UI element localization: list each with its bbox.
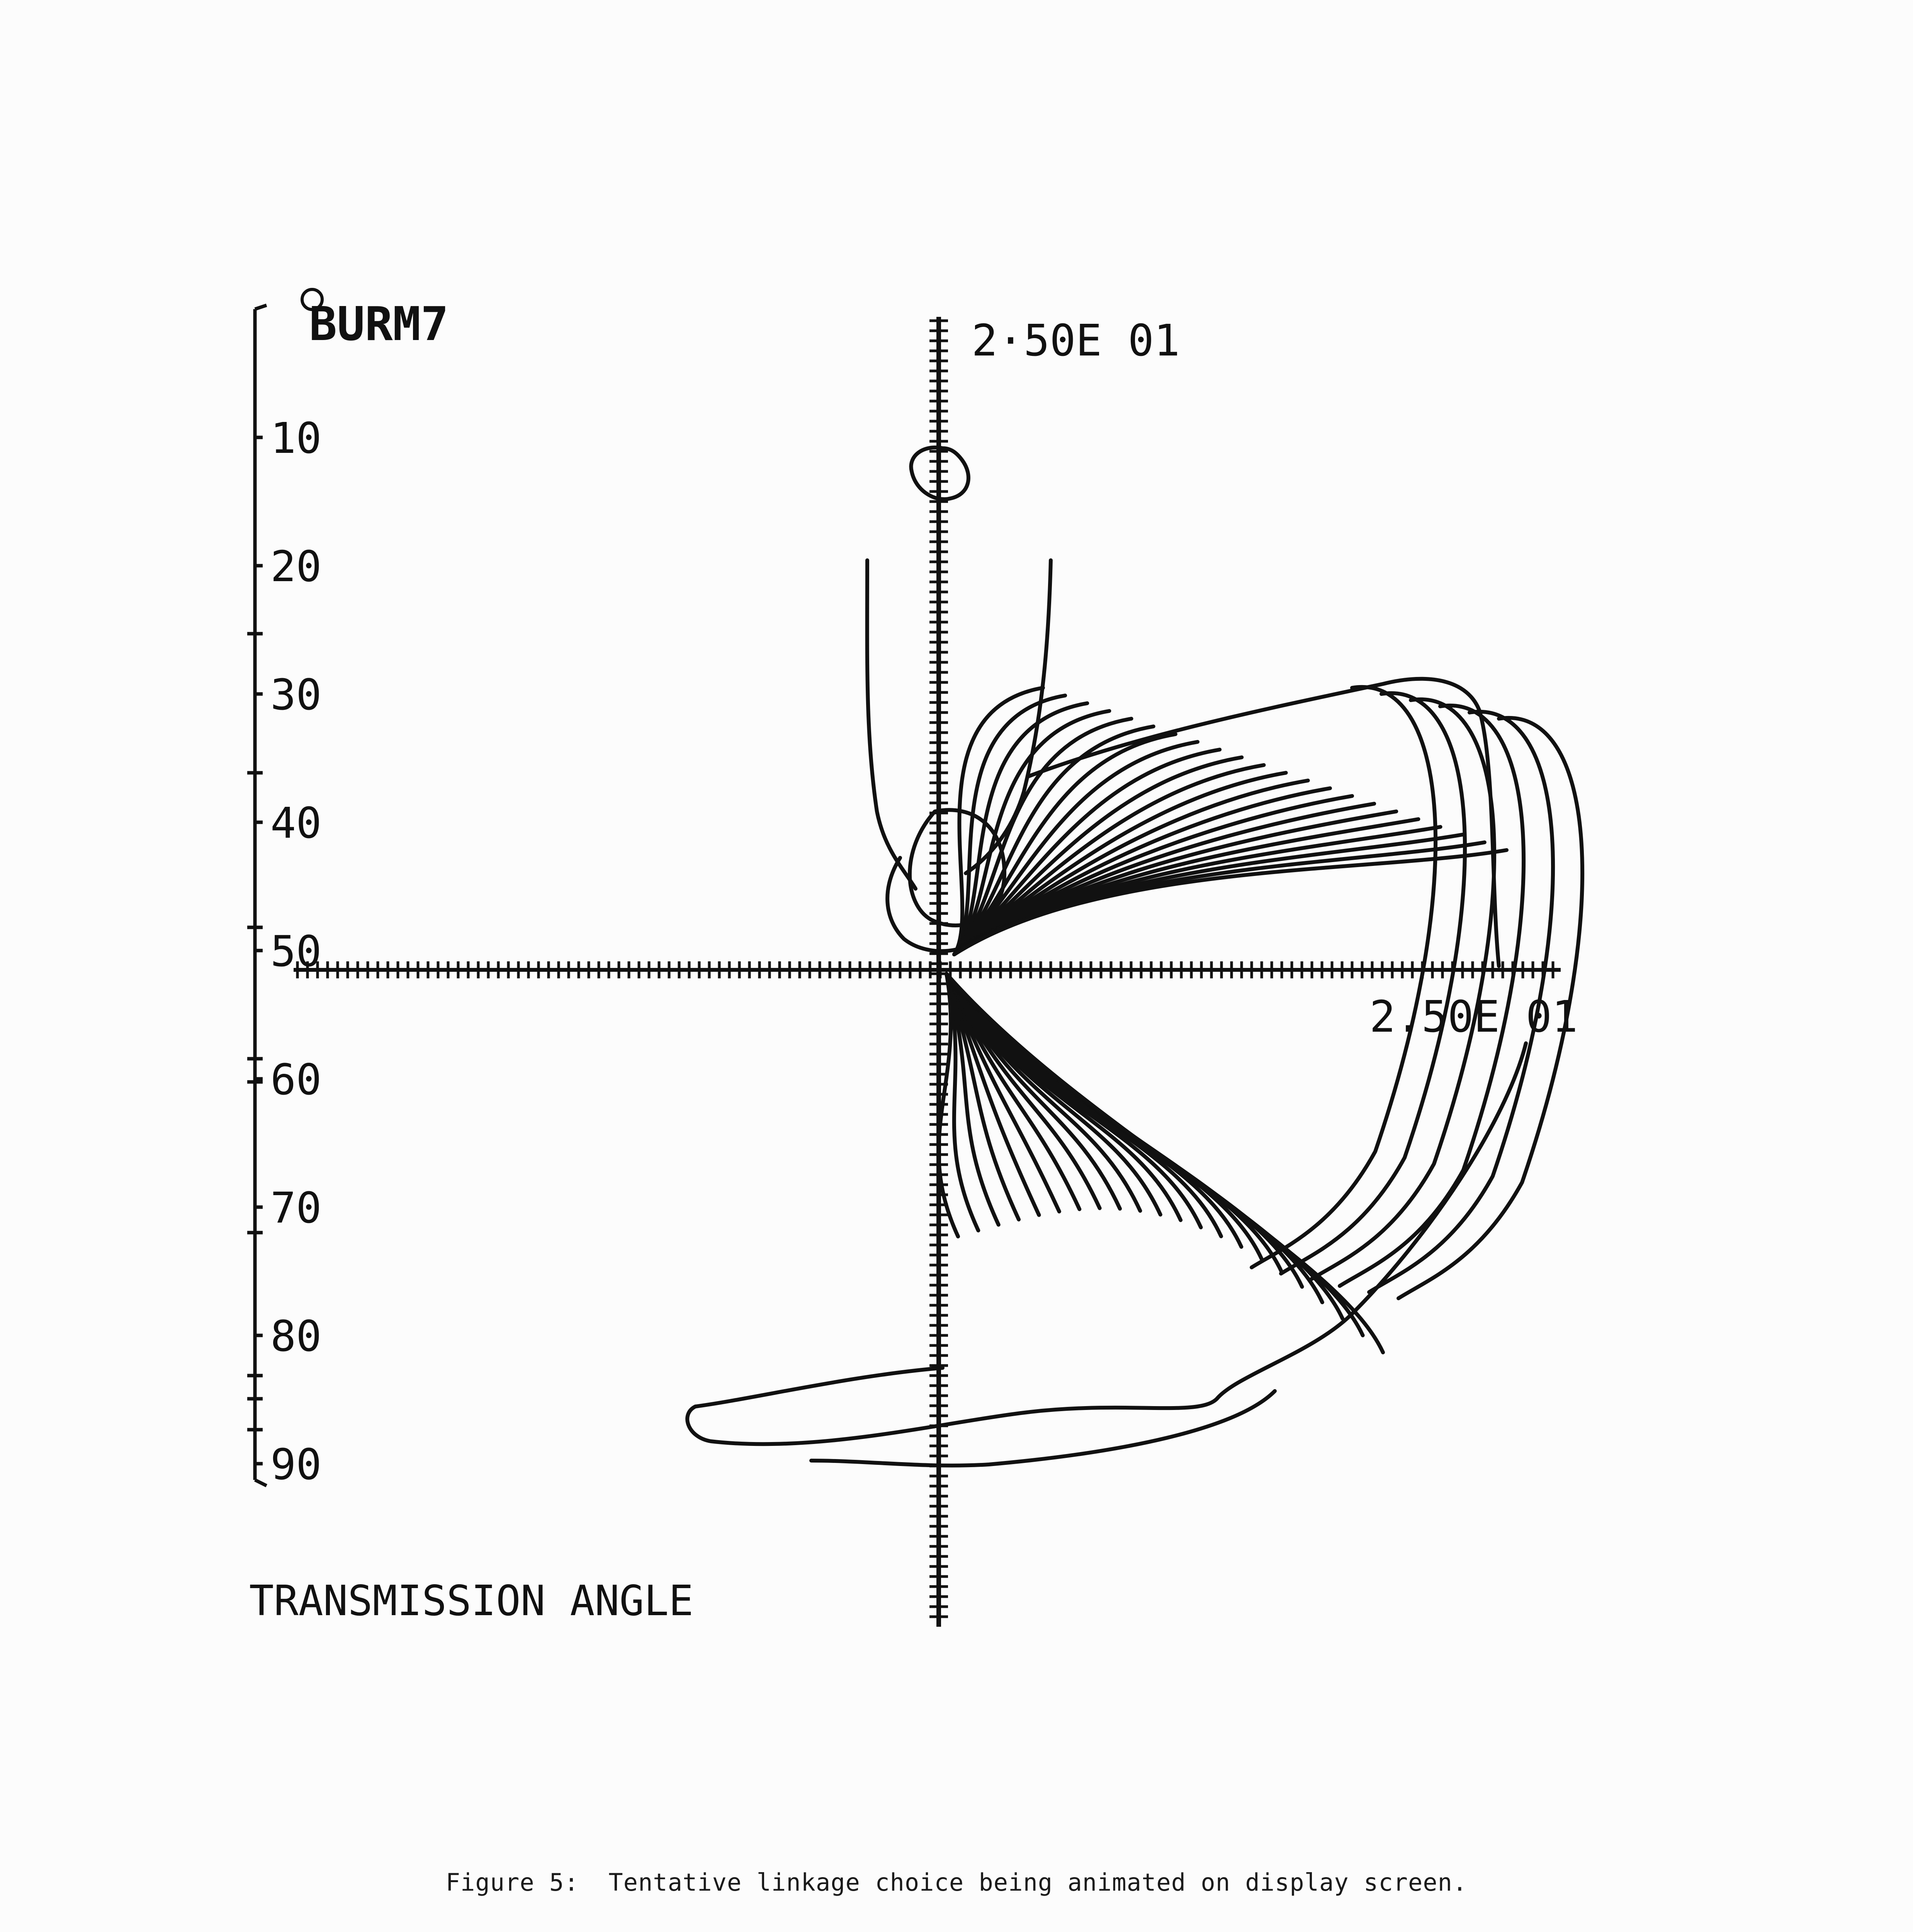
figure-caption: Figure 5: Tentative linkage choice being animated on display screen.: [445, 1868, 1468, 1896]
y-axis-title: TRANSMISSION ANGLE: [249, 1577, 693, 1625]
bottom-lower-loop: [811, 1391, 1275, 1466]
y-tick-label: 60: [270, 1055, 322, 1104]
y-tick-label: 40: [270, 798, 322, 848]
y-tick-label: 90: [270, 1440, 322, 1489]
y-tick-labels: [270, 413, 321, 1489]
left-vertical-trace: [867, 560, 916, 889]
y-tick-label: 50: [270, 927, 322, 976]
y-tick-label: 30: [270, 670, 322, 719]
y-axis: [247, 305, 267, 1486]
coupler-return-loop: [1310, 699, 1494, 1280]
y-tick-label: 80: [270, 1311, 322, 1361]
y-tick-label: 70: [270, 1183, 322, 1233]
right-scale-label: 2.50E 01: [1369, 992, 1578, 1042]
plot-title: BURM7: [309, 298, 449, 351]
right-vertical-trace: [966, 560, 1051, 873]
coupler-curve-family: [687, 447, 1582, 1466]
bottom-outer-loop: [687, 1043, 1526, 1444]
y-tick-label: 10: [270, 413, 322, 463]
horizontal-crosshair-axis: [294, 961, 1561, 978]
top-scale-label: 2·50E 01: [972, 316, 1180, 366]
y-tick-label: 20: [270, 542, 322, 591]
